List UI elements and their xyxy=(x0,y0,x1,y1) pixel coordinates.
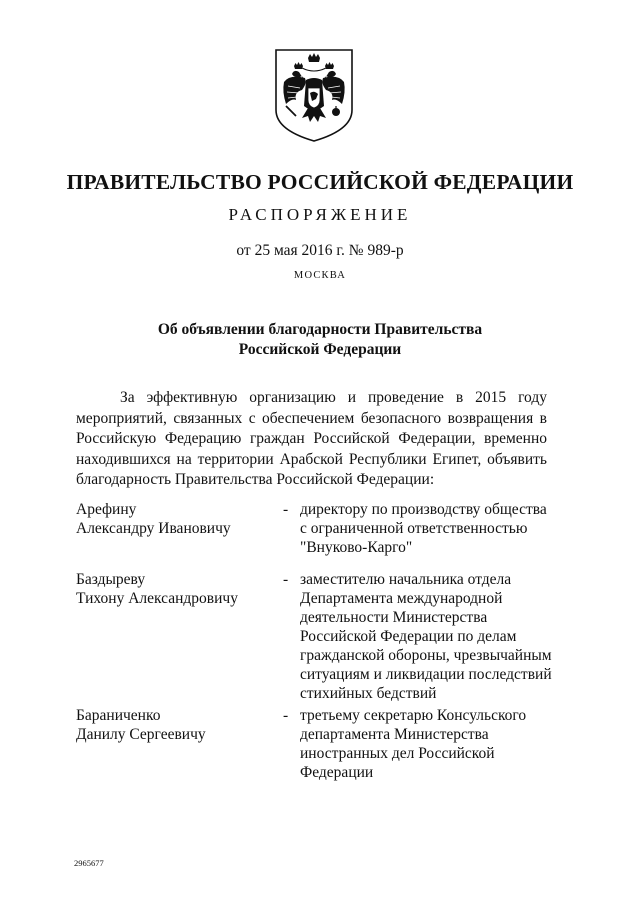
entry-dash: - xyxy=(283,501,289,518)
body-paragraph: За эффективную организацию и проведение в 2015 году мероприятий, связанных с обеспечением безопасного возвращения в Российскую Федерацию граждан Российской Федерации, временно находившихся на территории Арабской Республики Египет, объявить благодарность Правительства Российской Федерации: xyxy=(76,389,547,488)
document-code: 2965677 xyxy=(74,858,104,868)
document-date-number: от 25 мая 2016 г. № 989-р xyxy=(236,242,404,259)
recipient-name: Баздыреву Тихону Александровичу xyxy=(76,571,238,607)
recipient-position: директору по производству общества с ограниченной ответственностью "Внуково-Карго" xyxy=(300,501,547,556)
document-subject xyxy=(0,320,640,360)
document-type: РАСПОРЯЖЕНИЕ xyxy=(228,205,412,224)
recipient-name: Арефину Александру Ивановичу xyxy=(76,501,231,537)
recipient-position: заместителю начальника отдела Департамента международной деятельности Министерства Российской Федерации по делам гражданской обороны, чрезвычайным ситуациям и ликвидации последствий стихийных бедствий xyxy=(300,571,552,702)
coat-of-arms-emblem xyxy=(272,48,356,144)
entry-dash: - xyxy=(283,571,289,588)
subject-line: Российской Федерации xyxy=(238,341,402,358)
entry-dash: - xyxy=(283,707,289,724)
recipient-name: Бараниченко Данилу Сергеевичу xyxy=(76,707,206,743)
government-title: ПРАВИТЕЛЬСТВО РОССИЙСКОЙ ФЕДЕРАЦИИ xyxy=(66,170,574,194)
recipient-position: третьему секретарю Консульского департамента Министерства иностранных дел Российской Федерации xyxy=(300,707,527,781)
subject-line: Об объявлении благодарности Правительства xyxy=(157,321,483,338)
document-city: МОСКВА xyxy=(293,270,347,281)
